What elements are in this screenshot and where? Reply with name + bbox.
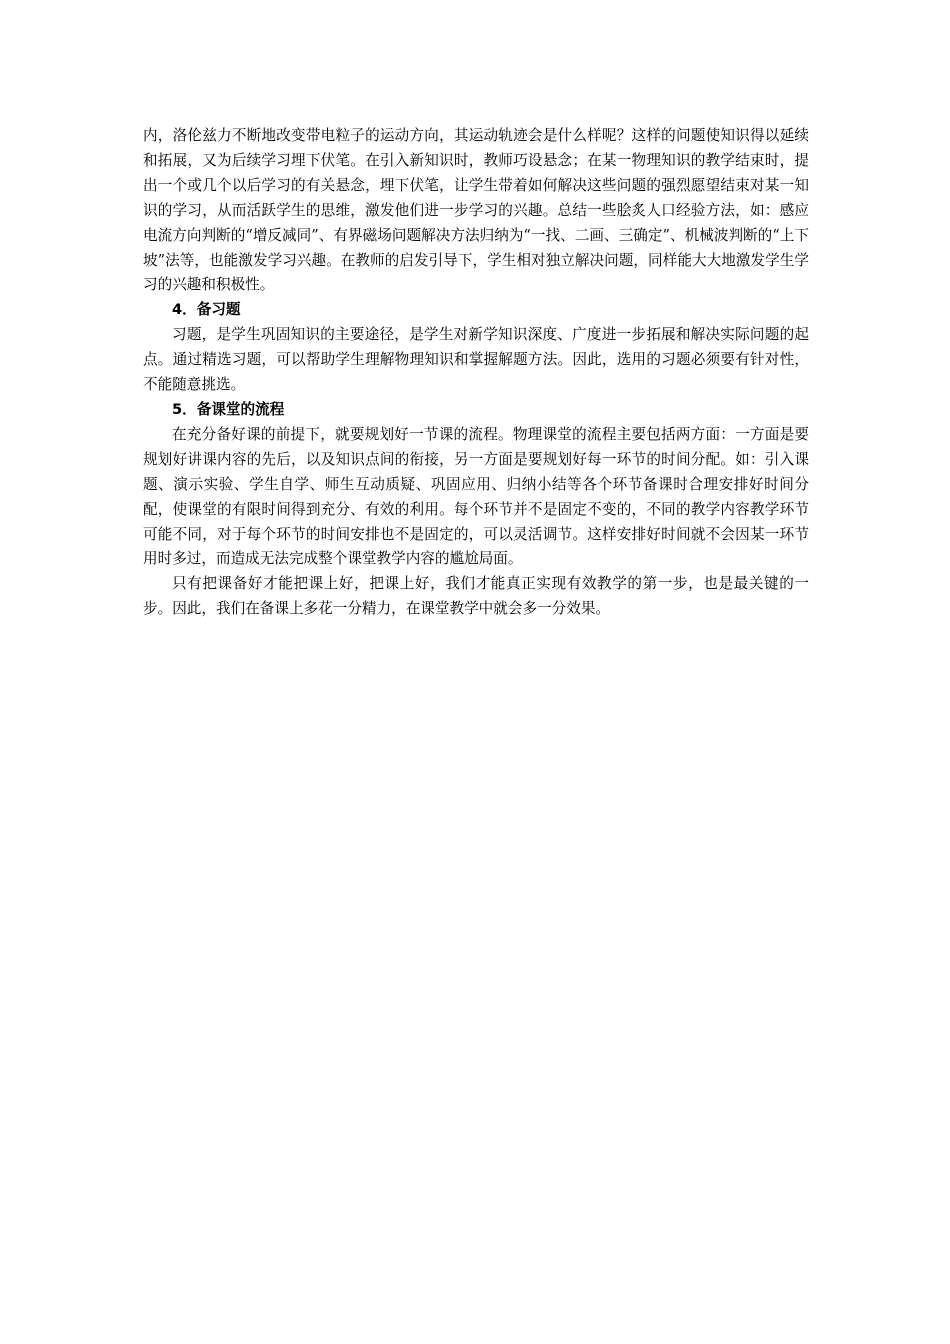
paragraph-conclusion: 只有把课备好才能把课上好，把课上好，我们才能真正实现有效教学的第一步，也是最关键的一步。因此，我们在备课上多花一分精力，在课堂教学中就会多一分效果。 xyxy=(143,575,809,618)
paragraph-class-flow: 在充分备好课的前提下，就要规划好一节课的流程。物理课堂的流程主要包括两方面：一方面是要规划好讲课内容的先后，以及知识点间的衔接，另一方面是要规划好每一环节的时间分配。如：引入课题、演示实验、学生自学、师生互动质疑、巩固应用、归纳小结等各个环节备课时合理安排好时间分配，使课堂的有限时间得到充分、有效的利用。每个环节并不是固定不变的，不同的教学内容教学环节可能不同，对于每个环节的时间安排也不是固定的，可以灵活调节。这样安排好时间就不会因某一环节用时多过，而造成无法完成整个课堂教学内容的尴尬局面。 xyxy=(143,425,809,568)
paragraph-continued: 内，洛伦兹力不断地改变带电粒子的运动方向，其运动轨迹会是什么样呢？这样的问题使知识得以延续和拓展，又为后续学习埋下伏笔。在引入新知识时，教师巧设悬念；在某一物理知识的教学结束时，提出一个或几个以后学习的有关悬念，埋下伏笔，让学生带着如何解决这些问题的强烈愿望结束对某一知识的学习，从而活跃学生的思维，激发他们进一步学习的兴趣。总结一些脍炙人口经验方法，如：感应电流方向判断的“增反减同”、有界磁场问题解决方法归纳为“一找、二画、三确定”、机械波判断的“上下坡”法等，也能激发学习兴趣。在教师的启发引导下，学生相对独立解决问题，同样能大大地激发学生学习的兴趣和积极性。 xyxy=(143,127,809,294)
paragraph-exercises: 习题，是学生巩固知识的主要途径，是学生对新学知识深度、广度进一步拓展和解决实际问题的起点。通过精选习题，可以帮助学生理解物理知识和掌握解题方法。因此，选用的习题必须要有针对性，不能随意挑选。 xyxy=(143,326,809,394)
section-heading-class-flow: 5．备课堂的流程 xyxy=(172,400,285,418)
document-page xyxy=(143,124,809,622)
section-heading-exercises: 4．备习题 xyxy=(172,301,241,319)
